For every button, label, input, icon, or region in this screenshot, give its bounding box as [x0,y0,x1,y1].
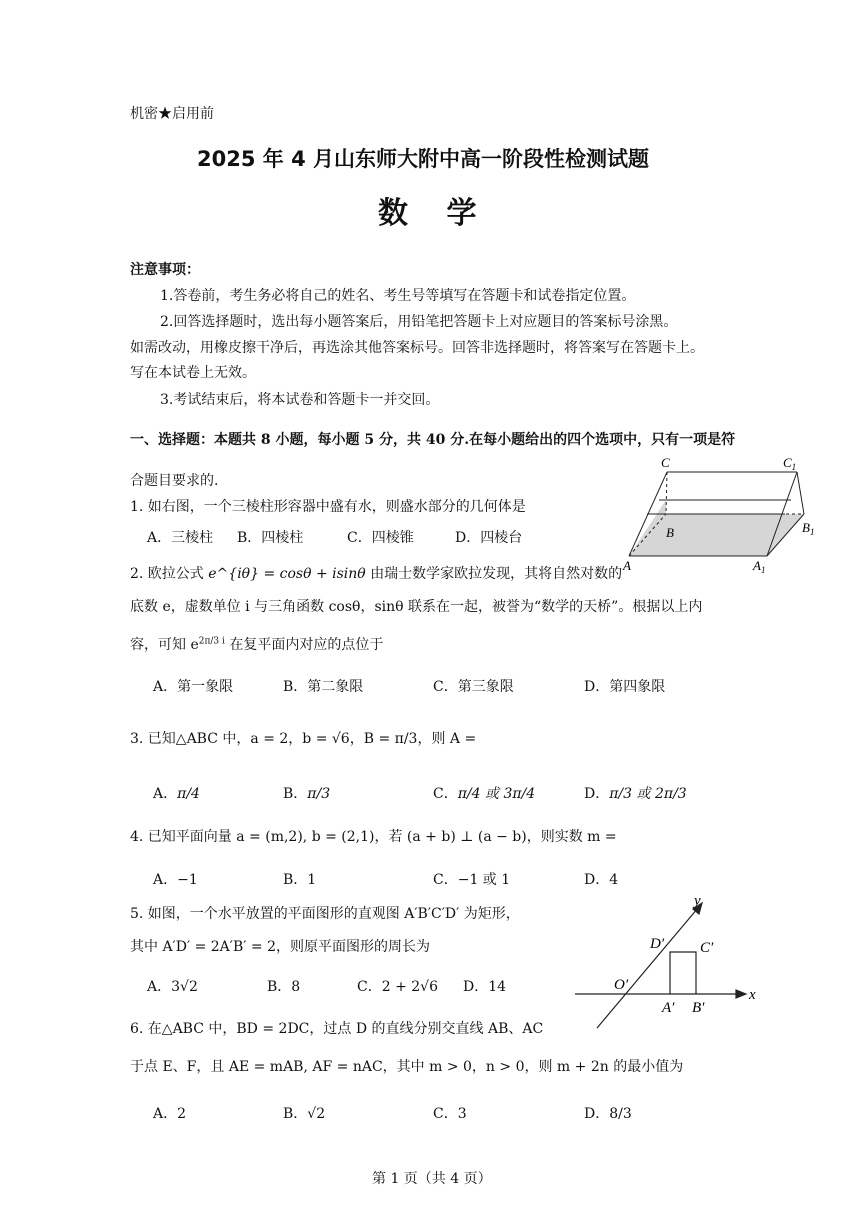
q3-option-a: A．π/4 [153,786,200,802]
rectangle-abcd [670,952,696,994]
oblique-axes-figure [570,890,770,1035]
q3-stem: 3. 已知△ABC 中，a = 2，b = √6，B = π/3，则 A = [130,731,477,747]
q6-option-d: D．8/3 [584,1106,632,1122]
q3-option-c: C．π/4 或 3π/4 [433,786,536,802]
fig5-label-y: y [694,893,701,909]
fig1-label-a: A [623,558,631,573]
q3-option-d: D．π/3 或 2π/3 [584,786,687,802]
fig5-label-c: C′ [700,940,714,956]
euler-expression: $e^{2\pi/3 i}$ [190,636,225,653]
fig1-label-a1: $A_1$ [753,558,766,575]
q4-stem: 4. 已知平面向量 a = (m,2), b = (2,1)，若 (a + b) ⊥ (a − b)，则实数 m = [130,829,617,845]
q5-line1: 5. 如图，一个水平放置的平面图形的直观图 A′B′C′D′ 为矩形， [130,906,520,922]
q2-option-d: D．第四象限 [584,679,666,695]
q2-text-d: 在复平面内对应的点位于 [229,637,384,653]
note-3: 3.考试结束后，将本试卷和答题卡一并交回。 [160,392,440,408]
q2-line1 [130,563,622,583]
q6-line2: 于点 E、F，且 AE = mAB, AF = nAC，其中 m > 0，n > 0，则 m + 2n 的最小值为 [130,1059,684,1075]
q5-option-d: D．14 [463,979,507,995]
q6-option-c: C．3 [433,1106,467,1122]
euler-formula: e^{iθ} = cosθ + isinθ [208,566,366,582]
q3-value-d: π/3 或 2π/3 [609,786,687,802]
fig5-label-x: x [749,987,756,1003]
q4-option-b: B．1 [283,872,317,888]
fig1-label-b: B [666,525,674,540]
q6-option-a: A．2 [153,1106,187,1122]
q4-option-a: A．−1 [153,872,198,888]
q3-value-c: π/4 或 3π/4 [457,786,536,802]
fig1-label-b1: $B_1$ [802,520,815,537]
q2-option-b: B．第二象限 [283,679,364,695]
subject-title: 数 学 [378,196,491,231]
notes-heading: 注意事项： [130,262,200,278]
q3-value-a: π/4 [177,786,200,802]
fig5-label-a: A′ [662,1000,675,1016]
q2-option-c: C．第三象限 [433,679,514,695]
fig5-label-d: D′ [650,936,665,952]
q3-value-b: π/3 [307,786,331,802]
q1-option-d: D．四棱台 [455,530,523,546]
confidential-label: 机密★启用前 [130,106,214,122]
euler-exponent: 2π/3 i [198,636,225,647]
fig5-label-b: B′ [692,1000,705,1016]
note-2-line2: 如需改动，用橡皮擦干净后，再选涂其他答案标号。回答非选择题时，将答案写在答题卡上。 [130,340,704,356]
q2-option-a: A．第一象限 [153,679,234,695]
section-heading-line2: 合题目要求的. [130,473,219,489]
q3-option-b: B．π/3 [283,786,331,802]
q5-option-a: A．3√2 [147,979,198,995]
page-footer: 第 1 页（共 4 页） [372,1171,492,1187]
q6-line1: 6. 在△ABC 中，BD = 2DC，过点 D 的直线分别交直线 AB、AC [130,1021,544,1037]
q4-option-d: D．4 [584,872,619,888]
q4-option-c: C．−1 或 1 [433,872,511,888]
prism-figure [615,452,825,577]
q5-line2: 其中 A′D′ = 2A′B′ = 2，则原平面图形的周长为 [130,939,430,955]
fig1-label-c: C [661,455,670,470]
q2-text-b: 由瑞士数学家欧拉发现，其将自然对数的 [370,566,623,582]
q1-option-c: C．四棱锥 [347,530,414,546]
section-heading-line1: 一、选择题：本题共 8 小题，每小题 5 分，共 40 分.在每小题给出的四个选项中，只有一项是符 [130,432,736,448]
q2-line2: 底数 e，虚数单位 i 与三角函数 cosθ，sinθ 联系在一起，被誉为“数学的天桥”。根据以上内 [130,599,703,615]
q1-option-b: B．四棱柱 [237,530,304,546]
q1-stem: 1. 如右图，一个三棱柱形容器中盛有水，则盛水部分的几何体是 [130,499,526,515]
y-axis [597,908,698,1028]
exam-title: 2025 年 4 月山东师大附中高一阶段性检测试题 [197,147,649,171]
q6-option-b: B．√2 [283,1106,326,1122]
q2-text-c: 容，可知 [130,637,186,653]
note-1: 1.答卷前，考生务必将自己的姓名、考生号等填写在答题卡和试卷指定位置。 [160,288,636,304]
q1-option-a: A．三棱柱 [147,530,214,546]
q2-line3 [130,634,383,654]
q2-text-a: 2. 欧拉公式 [130,566,204,582]
fig5-label-o: O′ [614,977,629,993]
q5-option-c: C．2 + 2√6 [357,979,438,995]
q5-option-b: B．8 [267,979,301,995]
note-2-line3: 写在本试卷上无效。 [130,365,256,381]
note-2-line1: 2.回答选择题时，选出每小题答案后，用铅笔把答题卡上对应题目的答案标号涂黑。 [160,314,678,330]
fig1-label-c1: $C_1$ [783,455,797,472]
